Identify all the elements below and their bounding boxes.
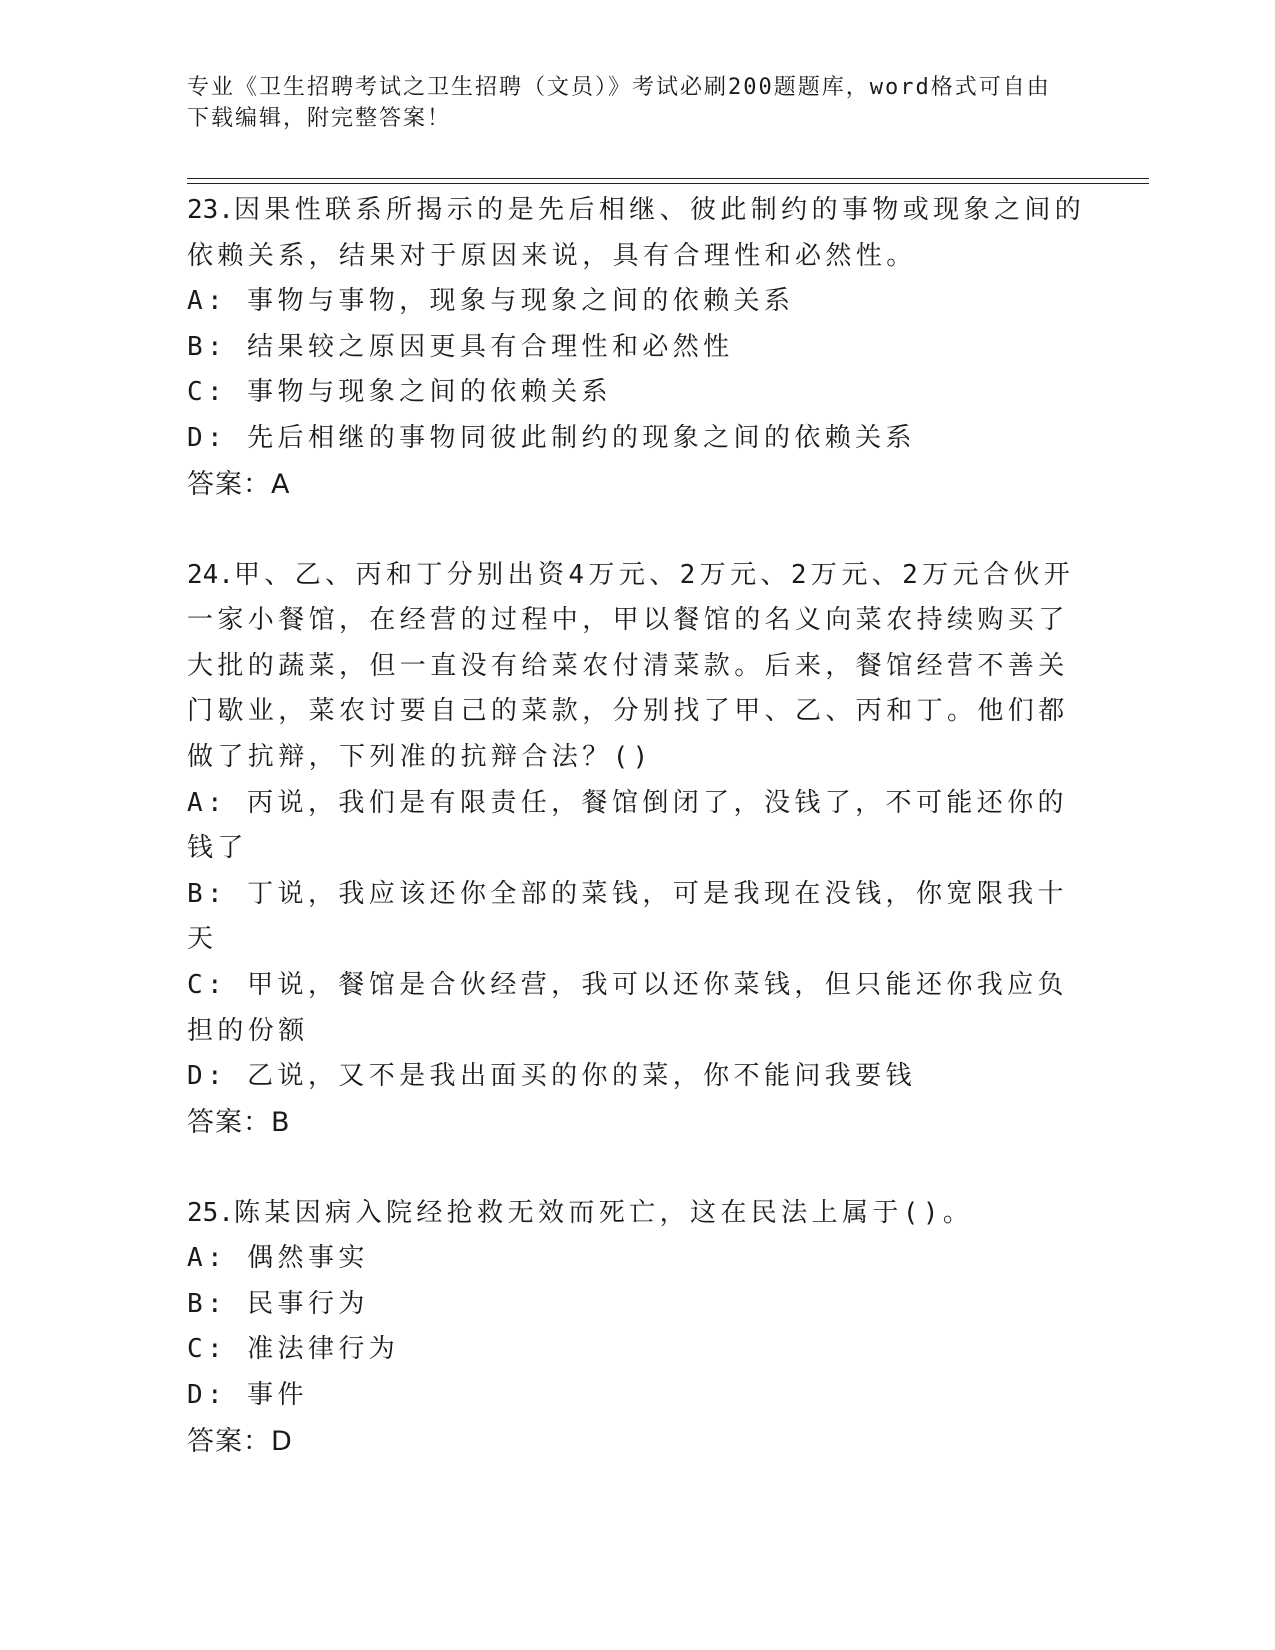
question-stem [187,1191,1087,1237]
option-c: C: 甲说，餐馆是合伙经营，我可以还你菜钱，但只能还你我应负担的份额 [187,969,1068,1046]
question-number: 24. [187,559,234,590]
question-number: 25. [187,1197,234,1228]
question-list [187,188,1087,1510]
option-c: C: 准法律行为 [187,1334,400,1365]
question-text: 因果性联系所揭示的是先后相继、彼此制约的事物或现象之间的依赖关系，结果对于原因来说，具有合理性和必然性。 [187,195,1086,271]
question-23 [187,188,1087,507]
option-d: D: 事件 [187,1380,308,1411]
question-text: 陈某因病入院经抢救无效而死亡，这在民法上属于()。 [233,1197,974,1228]
question-text: 甲、乙、丙和丁分别出资4万元、2万元、2万元、2万元合伙开一家小餐馆，在经营的过程中，甲以餐馆的名义向菜农持续购买了大批的蔬菜，但一直没有给菜农付清菜款。后来，餐馆经营不善关门歇业，菜农讨要自己的菜款，分别找了甲、乙、丙和丁。他们都做了抗辩，下列准的抗辩合法？() [187,559,1075,772]
header-title: 专业《卫生招聘考试之卫生招聘（文员）》考试必刷200题题库，word格式可自由下载编辑，附完整答案！ [187,75,1051,131]
header-divider-thick [187,183,1149,184]
question-number: 23. [187,195,234,225]
document-header [187,72,1087,134]
option-b: B: 丁说，我应该还你全部的菜钱，可是我现在没钱，你宽限我十天 [187,878,1068,955]
option-a: A: 偶然事实 [187,1243,369,1274]
header-divider-thin [187,178,1149,179]
option-a: A: 丙说，我们是有限责任，餐馆倒闭了，没钱了，不可能还你的钱了 [187,787,1068,864]
option-d: D: 先后相继的事物同彼此制约的现象之间的依赖关系 [187,422,916,453]
option-d: D: 乙说，又不是我出面买的你的菜，你不能问我要钱 [187,1061,916,1092]
option-a: A: 事物与事物，现象与现象之间的依赖关系 [187,286,795,317]
option-b: B: 民事行为 [187,1288,369,1319]
option-b: B: 结果较之原因更具有合理性和必然性 [187,331,734,362]
option-c: C: 事物与现象之间的依赖关系 [187,377,612,408]
question-stem [187,188,1087,279]
question-25 [187,1191,1087,1464]
question-stem [187,553,1087,781]
question-24 [187,553,1087,1145]
answer: 答案：A [187,468,291,500]
answer: 答案：B [187,1106,291,1138]
answer: 答案：D [187,1425,293,1457]
